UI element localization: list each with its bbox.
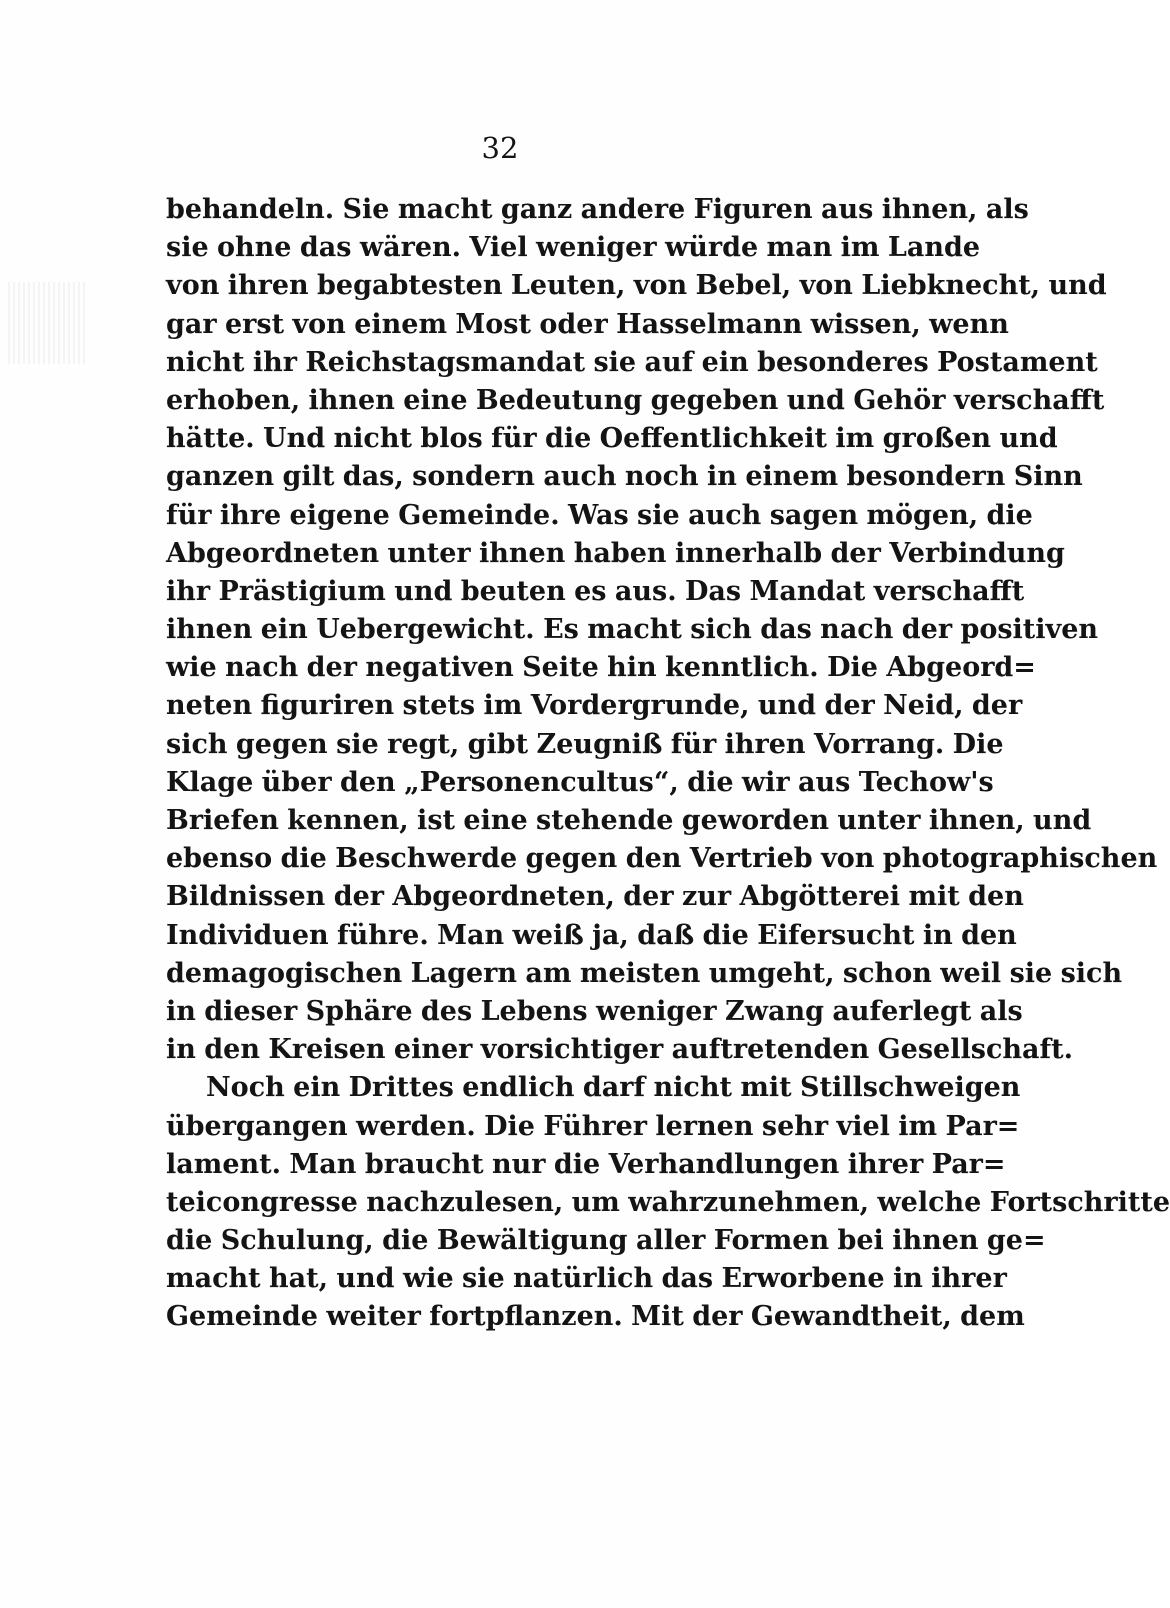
- text-line: wie nach der negativen Seite hin kenntlich. Die Abgeord=: [166, 652, 1036, 684]
- text-line: die Schulung, die Bewältigung aller Formen bei ihnen ge=: [166, 1225, 1046, 1257]
- text-line: Gemeinde weiter fortpflanzen. Mit der Gewandtheit, dem: [166, 1301, 1025, 1333]
- text-line: übergangen werden. Die Führer lernen sehr viel im Par=: [166, 1110, 1020, 1142]
- text-line: Individuen führe. Man weiß ja, daß die Eifersucht in den: [166, 919, 1017, 951]
- text-line: in den Kreisen einer vorsichtiger auftretenden Gesellschaft.: [166, 1034, 1074, 1066]
- text-line: ihr Prästigium und beuten es aus. Das Mandat verschafft: [166, 575, 1025, 607]
- text-line: teicongresse nachzulesen, um wahrzunehmen, welche Fortschritte: [166, 1186, 1170, 1218]
- text-line: sie ohne das wären. Viel weniger würde man im Lande: [166, 232, 981, 264]
- text-line: von ihren begabtesten Leuten, von Bebel, von Liebknecht, und: [166, 270, 1107, 302]
- text-line: sich gegen sie regt, gibt Zeugniß für ihren Vorrang. Die: [166, 728, 1004, 760]
- text-line: macht hat, und wie sie natürlich das Erworbene in ihrer: [166, 1263, 1007, 1295]
- text-line: erhoben, ihnen eine Bedeutung gegeben und Gehör verschafft: [166, 384, 1105, 416]
- text-line: neten figuriren stets im Vordergrunde, und der Neid, der: [166, 690, 1023, 722]
- text-line: Briefen kennen, ist eine stehende geworden unter ihnen, und: [166, 805, 1092, 836]
- text-line: lament. Man braucht nur die Verhandlungen ihrer Par=: [166, 1148, 1006, 1180]
- text-line: Bildnissen der Abgeordneten, der zur Abgötterei mit den: [166, 881, 1024, 913]
- text-line: Klage über den „Personencultus“, die wir aus Techow's: [166, 766, 994, 798]
- text-line: in dieser Sphäre des Lebens weniger Zwang auferlegt als: [166, 995, 1023, 1027]
- text-line: Noch ein Drittes endlich darf nicht mit Stillschweigen: [206, 1072, 1021, 1104]
- text-line: ganzen gilt das, sondern auch noch in einem besondern Sinn: [166, 461, 1083, 493]
- text-line: nicht ihr Reichstagsmandat sie auf ein besonderes Postament: [166, 346, 1098, 378]
- text-line: ebenso die Beschwerde gegen den Vertrieb von photographischen: [166, 843, 1158, 875]
- text-line: für ihre eigene Gemeinde. Was sie auch sagen mögen, die: [166, 499, 1033, 531]
- paragraph-2: [166, 1069, 1170, 1336]
- body-text: [166, 191, 1170, 1337]
- text-line: demagogischen Lagern am meisten umgeht, schon weil sie sich: [166, 957, 1123, 989]
- text-line: gar erst von einem Most oder Hasselmann wissen, wenn: [166, 308, 1009, 340]
- text-line: behandeln. Sie macht ganz andere Figuren aus ihnen, als: [166, 194, 1029, 225]
- text-line: Abgeordneten unter ihnen haben innerhalb der Verbindung: [166, 537, 1065, 569]
- text-line: ihnen ein Uebergewicht. Es macht sich das nach der positiven: [166, 614, 1099, 646]
- page-number: 32: [481, 131, 519, 165]
- text-line: hätte. Und nicht blos für die Oeffentlichkeit im großen und: [166, 423, 1058, 455]
- scan-artifact: [8, 282, 86, 364]
- paragraph-1: [166, 191, 1158, 1069]
